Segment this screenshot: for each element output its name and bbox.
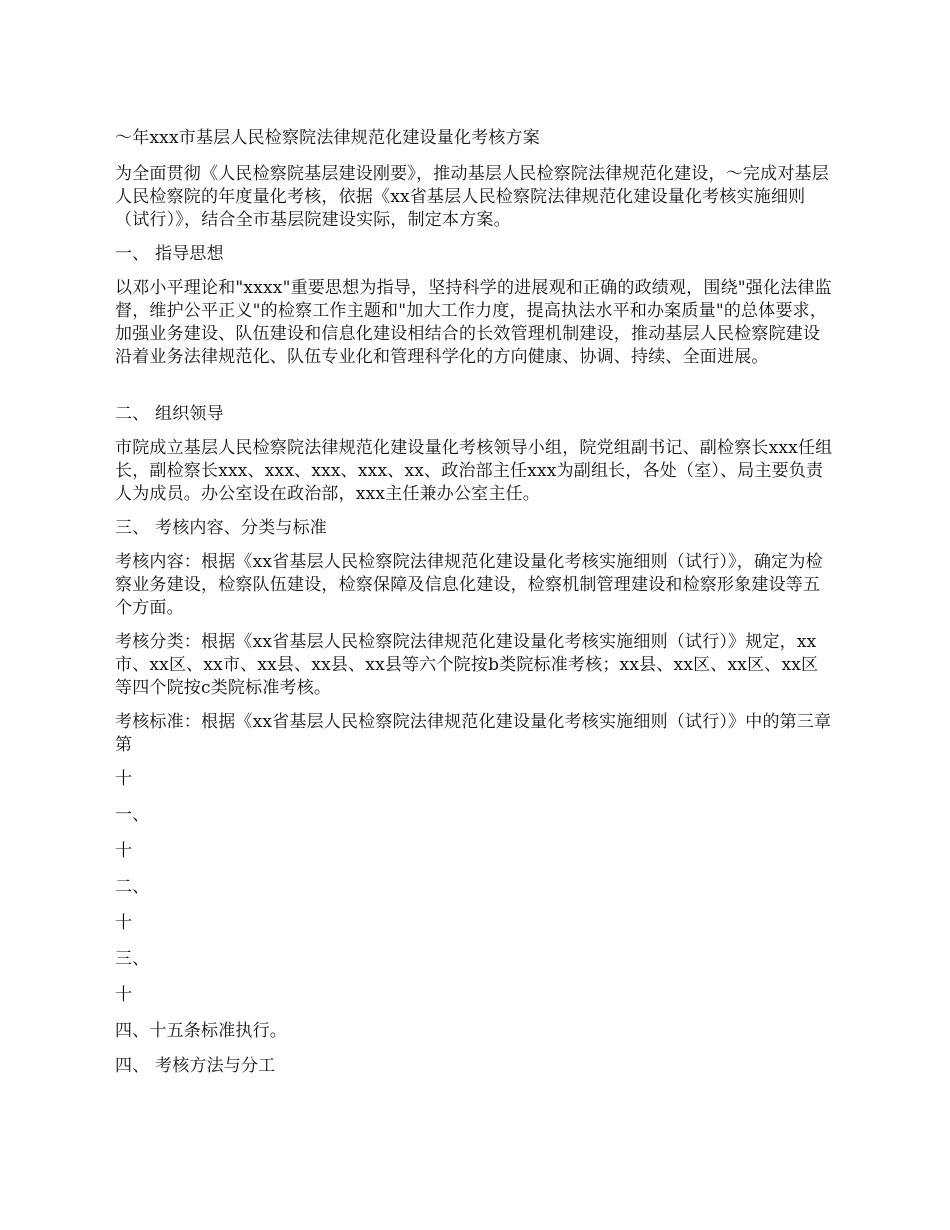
section-heading-method: 四、 考核方法与分工 [115,1056,276,1076]
fragment-line: 十 [115,913,133,933]
intro-paragraph: 为全面贯彻《人民检察院基层建设刚要》，推动基层人民检察院法律规范化建设，～完成对基层人民检察院的年度量化考核，依据《xx省基层人民检察院法律规范化建设量化考核实施细则（试行）》，结合全市基层院建设实际，制定本方案。 [115,164,829,230]
document-title: ～年xxx市基层人民检察院法律规范化建设量化考核方案 [115,128,540,148]
section-heading-guiding-thought: 一、 指导思想 [115,244,224,264]
paragraph-organization: 市院成立基层人民检察院法律规范化建设量化考核领导小组，院党组副书记、副检察长xxx任组长，副检察长xxx、xxx、xxx、xxx、xx、政治部主任xxx为副组长，各处（室）、局主要负责人为成员。办公室设在政治部，xxx主任兼办公室主任。 [115,438,833,504]
fragment-line: 一、 [115,805,150,825]
fragment-line: 四、十五条标准执行。 [115,1021,287,1041]
fragment-line: 十 [115,769,133,789]
paragraph-assessment-standard: 考核标准：根据《xx省基层人民检察院法律规范化建设量化考核实施细则（试行）》中的第三章第 [115,712,832,755]
paragraph-assessment-content: 考核内容：根据《xx省基层人民检察院法律规范化建设量化考核实施细则（试行）》，确定为检察业务建设，检察队伍建设，检察保障及信息化建设，检察机制管理建设和检察形象建设等五个方面。 [115,552,823,618]
paragraph-assessment-classification: 考核分类：根据《xx省基层人民检察院法律规范化建设量化考核实施细则（试行）》规定，xx市、xx区、xx市、xx县、xx县、xx县等六个院按b类院标准考核；xx县、xx区、xx区、xx区等四个院按c类院标准考核。 [115,632,819,698]
fragment-line: 二、 [115,877,150,897]
fragment-line: 十 [115,985,133,1005]
paragraph-guiding-thought: 以邓小平理论和"xxxx"重要思想为指导，坚持科学的进展观和正确的政绩观，围绕"强化法律监督，维护公平正义"的检察工作主题和"加大工作力度，提高执法水平和办案质量"的总体要求，加强业务建设、队伍建设和信息化建设相结合的长效管理机制建设，推动基层人民检察院建设沿着业务法律规范化、队伍专业化和管理科学化的方向健康、协调、持续、全面进展。 [115,278,832,367]
section-heading-organization: 二、 组织领导 [115,404,224,424]
fragment-line: 三、 [115,949,150,969]
fragment-line: 十 [115,841,133,861]
section-heading-assessment: 三、 考核内容、分类与标准 [115,518,328,538]
